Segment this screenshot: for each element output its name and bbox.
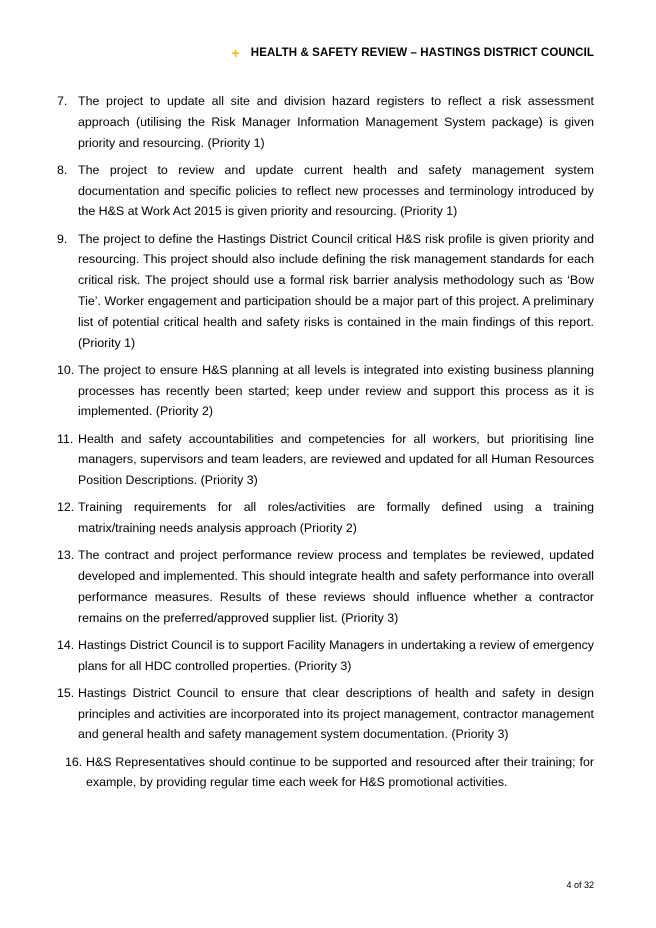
item-number: 16. — [65, 754, 83, 769]
page-header — [232, 46, 594, 60]
item-number: 9. — [57, 231, 68, 246]
list-item — [57, 683, 594, 745]
item-text: The contract and project performance review process and templates be reviewed, updated developed and implemented. This should integrate health and safety performance into overall performance measures. Results of these reviews should influence whether a contractor remains on the preferred/approved supplier list. (Priority 3) — [78, 548, 594, 625]
item-text: Health and safety accountabilities and competencies for all workers, but prioritising line managers, supervisors and team leaders, are reviewed and updated for all Human Resources Position Descriptions. (Priority 3) — [78, 431, 594, 488]
plus-marker-icon: + — [231, 45, 240, 61]
item-number: 10. — [57, 362, 75, 377]
list-item — [57, 635, 594, 677]
item-number: 7. — [57, 94, 68, 108]
list-item — [57, 429, 594, 491]
list-item — [57, 229, 594, 354]
list-item — [65, 752, 594, 794]
item-number: 11. — [57, 431, 74, 446]
list-item — [57, 497, 594, 539]
item-number: 8. — [57, 162, 68, 177]
header-title: HEALTH & SAFETY REVIEW – HASTINGS DISTRICT COUNCIL — [250, 47, 594, 59]
item-text: The project to update all site and division hazard registers to reflect a risk assessment approach (utilising the Risk Manager Information Management System package) is given priority and resourcing. (Priority 1) — [78, 94, 594, 150]
recommendations-list — [57, 91, 594, 800]
list-item — [57, 545, 594, 628]
item-text: Hastings District Council is to support Facility Managers in undertaking a review of emergency plans for all HDC controlled properties. (Priority 3) — [78, 637, 594, 673]
item-text: Hastings District Council to ensure that clear descriptions of health and safety in design principles and activities are incorporated into its project management, contractor management and general health and safety management system documentation. (Priority 3) — [78, 685, 594, 742]
item-text: Training requirements for all roles/activities are formally defined using a training matrix/training needs analysis approach (Priority 2) — [78, 500, 594, 536]
list-item — [57, 360, 594, 422]
item-number: 14. — [57, 637, 75, 652]
item-text: The project to review and update current health and safety management system documentation and specific policies to reflect new processes and terminology introduced by the H&S at Work Act 2015 is given priority and resourcing. (Priority 1) — [78, 162, 594, 219]
list-item — [57, 160, 594, 222]
page-number: 4 of 32 — [566, 880, 594, 890]
item-text: The project to ensure H&S planning at all levels is integrated into existing business planning processes has recently been started; keep under review and support this process as it is implemented. (Priority 2) — [78, 362, 594, 419]
item-number: 13. — [57, 548, 75, 563]
item-number: 15. — [57, 685, 75, 700]
item-number: 12. — [57, 500, 75, 515]
item-text: H&S Representatives should continue to be supported and resourced after their training; for example, by providing regular time each week for H&S promotional activities. — [86, 754, 594, 790]
item-text: The project to define the Hastings District Council critical H&S risk profile is given priority and resourcing. This project should also include defining the risk management standards for each critical risk. The project should use a formal risk barrier analysis methodology such as ‘Bow Tie’. Worker engagement and participation should be a major part of this project. A preliminary list of potential critical health and safety risks is contained in the main findings of this report. (Priority 1) — [78, 231, 594, 350]
list-item — [57, 91, 594, 153]
